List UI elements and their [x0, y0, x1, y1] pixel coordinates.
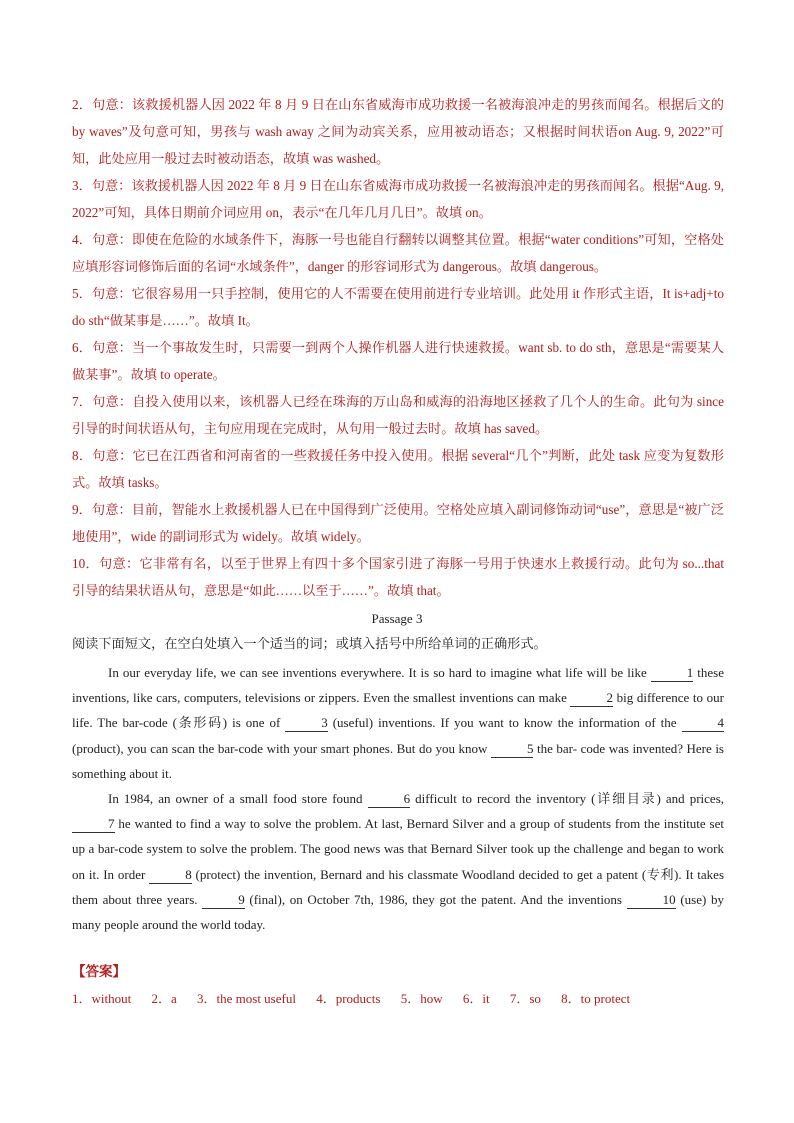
passage-paragraph-1 [72, 660, 724, 786]
blank-7: 7 [72, 816, 115, 833]
answer-heading: 【答案】 [72, 964, 126, 980]
blank-4: 4 [682, 715, 725, 732]
passage-text: (use) by many people around the world today. [72, 891, 724, 933]
answer-item: 3．the most useful [197, 991, 296, 1006]
blank-6: 6 [368, 791, 411, 808]
answer-list [72, 988, 732, 1010]
passage-text: big difference to our life. The bar-code (条形码) is one of [72, 690, 724, 731]
explanation-10: 10．句意：它非常有名，以至于世界上有四十多个国家引进了海豚一号用于快速水上救援行动。此句为 so...that 引导的结果状语从句，意思是“如此……以至于……”。故填 that。 [72, 556, 724, 598]
explanation-5: 5．句意：它很容易用一只手控制，使用它的人不需要在使用前进行专业培训。此处用 it 作形式主语，It is+adj+to do sth“做某事是……”。故填 It。 [72, 286, 724, 328]
blank-1: 1 [651, 665, 694, 682]
explanations-section [72, 91, 724, 604]
answer-item: 4．products [316, 991, 381, 1006]
passage-text: (final), on October 7th, 1986, they got the patent. And the inventions [244, 891, 627, 907]
explanation-8: 8．句意：它已在江西省和河南省的一些救援任务中投入使用。根据 several“几个”判断，此处 task 应变为复数形式。故填 tasks。 [72, 448, 724, 490]
passage-text: In our everyday life, we can see inventions everywhere. It is so hard to imagine what life will be like [108, 665, 651, 680]
blank-5: 5 [491, 741, 534, 758]
explanation-9: 9．句意：目前，智能水上救援机器人已在中国得到广泛使用。空格处应填入副词修饰动词“use”，意思是“被广泛地使用”，wide 的副词形式为 widely。故填 widely。 [72, 502, 724, 544]
passage-text: (protect) the invention, Bernard and his classmate Woodland decided to get a patent (专利). It takes them about three years. [72, 866, 725, 907]
answer-item: 6．it [462, 991, 490, 1006]
blank-8: 8 [149, 867, 192, 884]
answer-item: 2．a [151, 991, 177, 1006]
passage-text: the bar- code was invented? Here is something about it. [72, 740, 724, 781]
instruction-text: 阅读下面短文，在空白处填入一个适当的词；或填入括号中所给单词的正确形式。 [72, 636, 547, 651]
answer-item: 5．how [400, 991, 443, 1006]
passage-paragraph-2 [72, 786, 724, 937]
explanation-3: 3．句意：该救援机器人因 2022 年 8 月 9 日在山东省威海市成功救援一名被海浪冲走的男孩而闻名。根据“Aug. 9, 2022”可知，具体日期前介词应用 on，表示“在几年几月几日”。故填 on。 [72, 178, 724, 220]
passage-text: In 1984, an owner of a small food store found [108, 791, 368, 807]
blank-2: 2 [570, 690, 613, 707]
blank-9: 9 [202, 892, 245, 909]
passage-text: (product), you can scan the bar-code with your smart phones. But do you know [72, 740, 491, 756]
passage-body [72, 660, 724, 937]
passage-text: these inventions, like cars, computers, televisions or zippers. Even the smallest inventions can make [72, 665, 724, 706]
passage-title: Passage 3 [371, 611, 423, 626]
passage-text: (useful) inventions. If you want to know the information of the [327, 715, 682, 731]
blank-10: 10 [627, 892, 676, 909]
answer-item: 7．so [509, 991, 541, 1006]
passage-text: difficult to record the inventory (详细目录) and prices, [410, 791, 725, 807]
answer-item: 8．to protect [561, 991, 631, 1006]
passage-text: he wanted to find a way to solve the problem. At last, Bernard Silver and a group of students from the institute set up a bar-code system to solve the problem. The good news was that Bernard Silver took up the challenge and began to work on it. In order [72, 816, 724, 882]
explanation-6: 6．句意：当一个事故发生时，只需要一到两个人操作机器人进行快速救援。want sb. to do sth，意思是“需要某人做某事”。故填 to operate。 [72, 340, 724, 382]
answer-item: 1．without [72, 991, 132, 1006]
explanation-7: 7．句意：自投入使用以来，该机器人已经在珠海的万山岛和威海的沿海地区拯救了几个人的生命。此句为 since 引导的时间状语从句，主句应用现在完成时，从句用一般过去时。故填 has saved。 [72, 394, 724, 436]
explanation-4: 4．句意：即使在危险的水域条件下，海豚一号也能自行翻转以调整其位置。根据“water conditions”可知，空格处应填形容词修饰后面的名词“水域条件”，danger 的形容词形式为 dangerous。故填 dangerous。 [72, 232, 724, 274]
blank-3: 3 [285, 715, 328, 732]
explanation-2: 2．句意：该救援机器人因 2022 年 8 月 9 日在山东省威海市成功救援一名被海浪冲走的男孩而闻名。根据后文的by waves”及句意可知，男孩与 wash away 之间为动宾关系，应用被动语态；又根据时间状语on Aug. 9, 2022”可知，此处应用一般过去时被动语态，故填 was washed。 [72, 97, 724, 166]
